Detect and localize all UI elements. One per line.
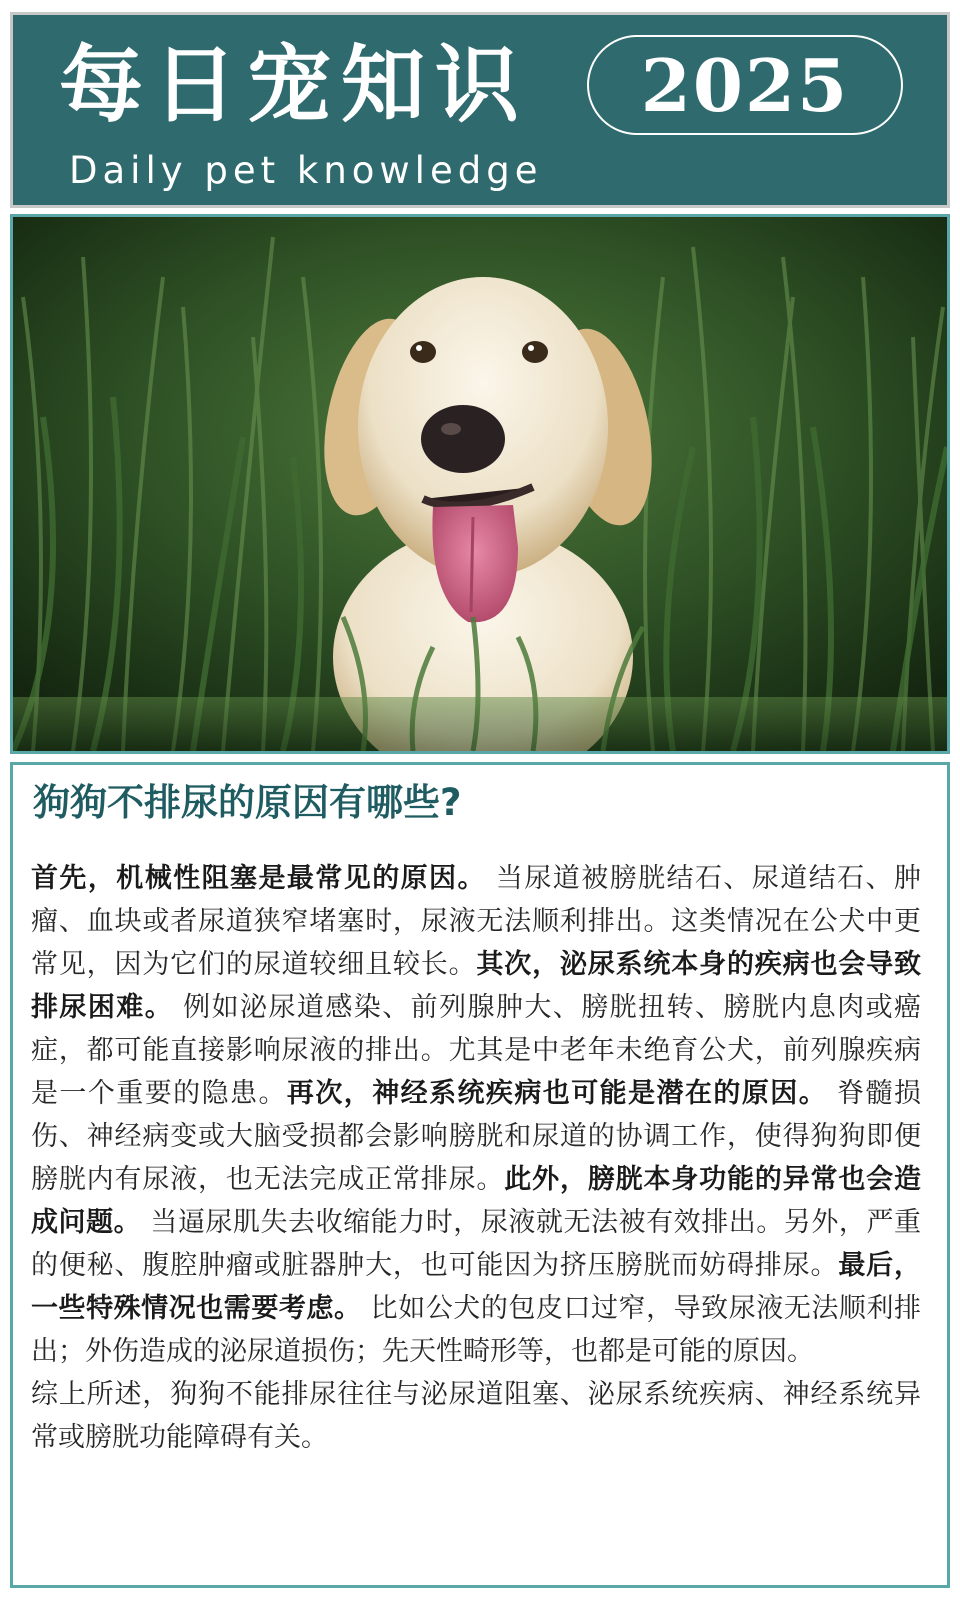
text-run-bold: 此外，膀胱本身功能的异常也会造成问题。 [31,1164,922,1238]
text-run-bold: 再次，神经系统疾病也可能是潜在的原因。 [286,1078,828,1109]
text-run-bold: 其次，泌尿系统本身的疾病也会导致排尿困难。 [31,949,922,1023]
year-label: 2025 [640,42,850,128]
text-run: 例如泌尿道感染、前列腺肿大、膀胱扭转、膀胱内息肉或癌症，都可能直接影响尿液的排出。尤其是中老年未绝育公犬，前列腺疾病是一个重要的隐患。 [31,992,921,1109]
header-banner [10,12,950,208]
article-paragraph [31,1373,921,1459]
text-run: 比如公犬的包皮口过窄，导致尿液无法顺利排出；外伤造成的泌尿道损伤；先天性畸形等，也都是可能的原因。 [31,1293,921,1367]
year-badge [587,35,903,135]
article-title: 狗狗不排尿的原因有哪些? [33,781,462,824]
banner-title: 每日宠知识 [59,35,530,134]
text-run-bold: 首先，机械性阻塞是最常见的原因。 [31,863,486,894]
text-run: 脊髓损伤、神经病变或大脑受损都会影响膀胱和尿道的协调工作，使得狗狗即便膀胱内有尿液，也无法完成正常排尿。 [31,1078,922,1195]
article-paragraph [31,857,921,1373]
banner-subtitle: Daily pet knowledge [69,149,543,192]
text-run: 综上所述，狗狗不能排尿往往与泌尿道阻塞、泌尿系统疾病、神经系统异常或膀胱功能障碍有关。 [31,1379,921,1453]
dog-in-grass-illustration [13,217,947,751]
article-body [31,857,921,1459]
text-run: 当尿道被膀胱结石、尿道结石、肿瘤、血块或者尿道狭窄堵塞时，尿液无法顺利排出。这类情况在公犬中更常见，因为它们的尿道较细且较长。 [31,863,921,980]
text-run: 当逼尿肌失去收缩能力时，尿液就无法被有效排出。另外，严重的便秘、腹腔肿瘤或脏器肿大，也可能因为挤压膀胱而妨碍排尿。 [31,1207,921,1281]
article-card [10,762,950,1588]
dog-photo [10,214,950,754]
text-run-bold: 最后，一些特殊情况也需要考虑。 [31,1250,922,1324]
